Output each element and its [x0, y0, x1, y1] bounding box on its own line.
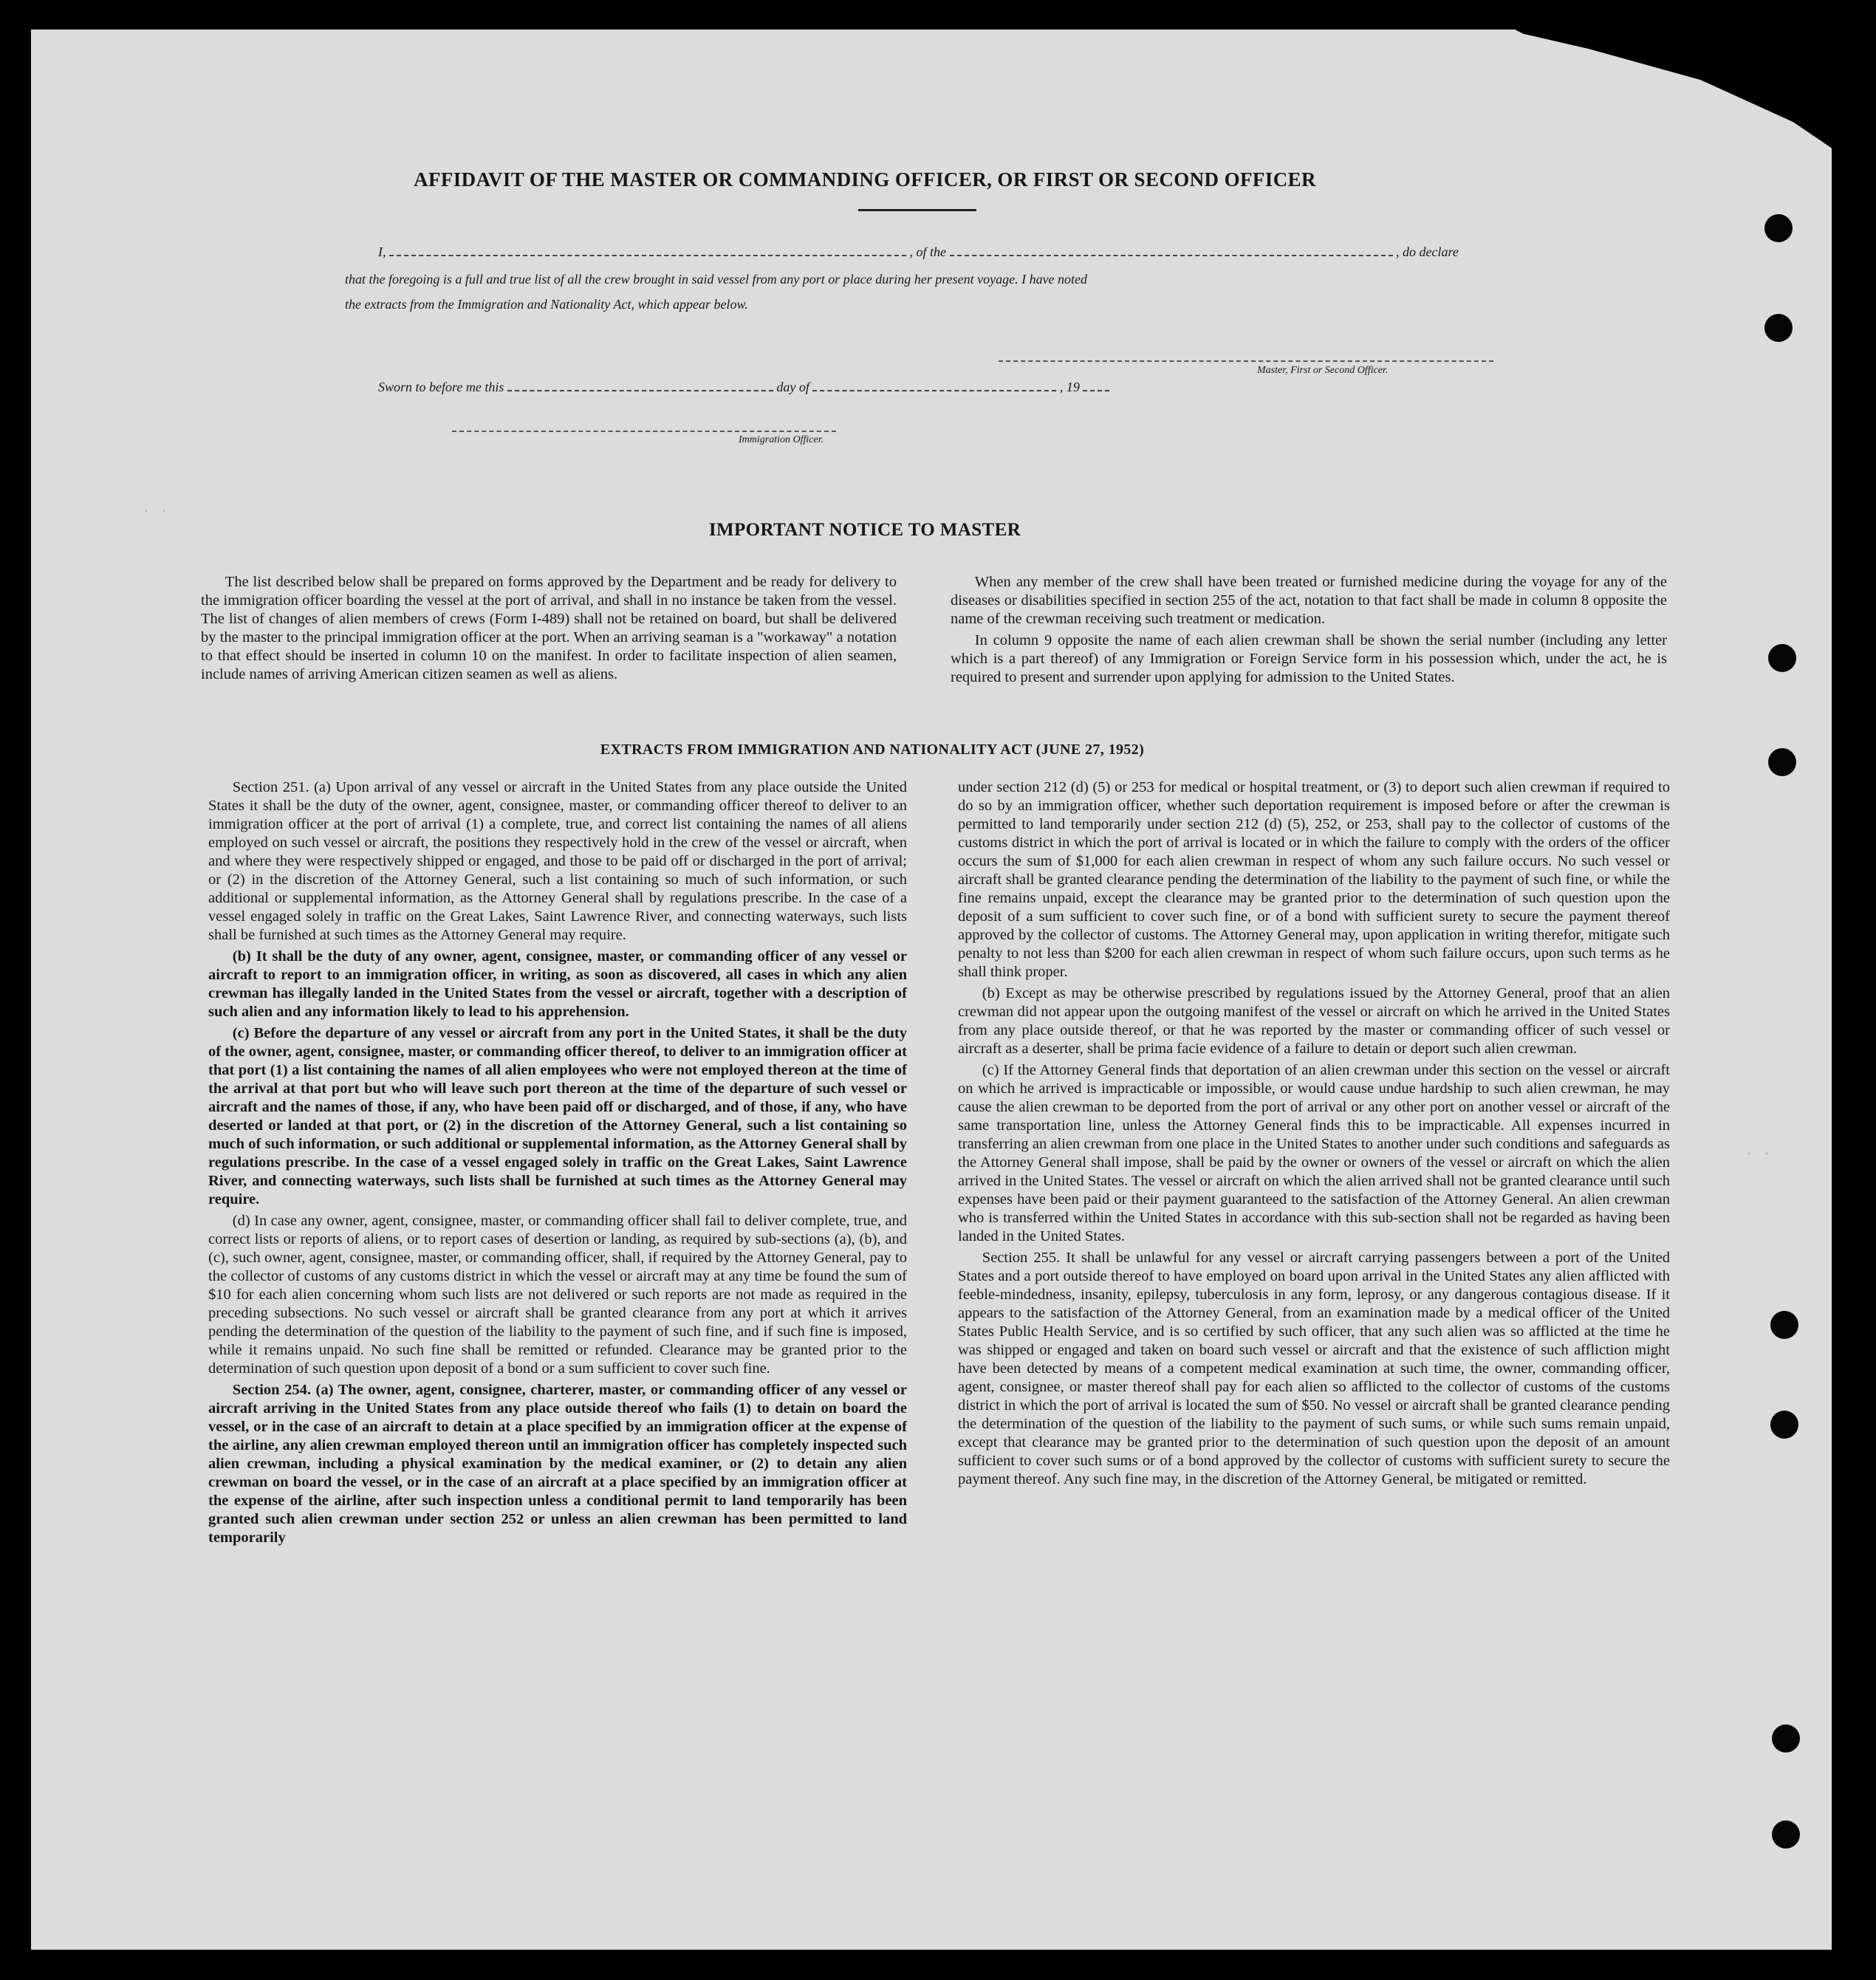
notice-left-column — [201, 573, 897, 687]
notice-title: IMPORTANT NOTICE TO MASTER — [708, 520, 1021, 540]
master-signature-line[interactable] — [999, 360, 1493, 362]
section-254-c: (c) If the Attorney General finds that deportation of an alien crewman under this section on the vessel or aircraft on which he arrived is impracticable or impossible, or would cause undue hardship to such alien crewman, he may cause the alien crewman to be deported from the port of arrival or any other port on another vessel or aircraft of the same transportation line, unless the Attorney General finds this to be impracticable. All expenses incurred in transferring an alien crewman from one place in the United States to another under such conditions and safeguards as the Attorney General shall impose, shall be paid by the owner or owners of the vessel or aircraft on which the alien arrived in the United States. The vessel or aircraft on which the alien arrived shall not be granted clearance until such expenses have been paid or their payment guaranteed to the satisfaction of the Attorney General. An alien crewman who is transferred within the United States in accordance with this sub-section shall not be regarded as having been landed in the United States. — [958, 1062, 1670, 1244]
notice-right-column — [951, 573, 1667, 690]
extracts-title: EXTRACTS FROM IMMIGRATION AND NATIONALITY ACT (JUNE 27, 1952) — [600, 741, 1145, 758]
notice-left-paragraph: The list described below shall be prepared on forms approved by the Department and be ready for delivery to the immigration officer boarding the vessel at the port of arrival, and shall in no instance be taken from the vessel. The list of changes of alien members of crews (Form I-489) shall not be retained on board, but shall be delivered by the master to the principal immigration officer at the port. When an arriving seaman is a "workaway" a notation to that effect should be inserted in column 10 on the manifest. In order to facilitate inspection of alien seamen, include names of arriving American citizen seamen as well as aliens. — [201, 574, 897, 682]
punch-hole — [1772, 1724, 1800, 1753]
section-254-b: (b) Except as may be otherwise prescribed by regulations issued by the Attorney General, proof that an alien crewman did not appear upon the outgoing manifest of the vessel or aircraft on which he arrived in the United States from any place outside thereof, or that he was reported by the master or commanding officer of such vessel or aircraft as a deserter, shall be prima facie evidence of a failure to detain or deport such alien crewman. — [958, 985, 1670, 1057]
declarant-prefix: I, — [378, 244, 386, 259]
vessel-name-field[interactable] — [950, 244, 1393, 256]
sworn-year-label: , 19 — [1059, 380, 1080, 394]
immigration-officer-signature-line[interactable] — [452, 431, 836, 432]
punch-hole — [1770, 1311, 1798, 1339]
bleed-through-mark: · · — [1745, 1145, 1772, 1162]
extracts-left-column — [208, 778, 907, 1550]
sworn-month-field[interactable] — [812, 380, 1056, 391]
punch-hole — [1772, 1820, 1800, 1849]
punch-hole — [1770, 1411, 1798, 1439]
section-255: Section 255. It shall be unlawful for any vessel or aircraft carrying passengers between a port of the United States and a port outside thereof to have employed on board upon arrival in the United States any alien afflicted with feeble-mindedness, insanity, epilepsy, tuberculosis in any form, leprosy, or any dangerous contagious disease. If it appears to the satisfaction of the Attorney General, from an examination made by a medical officer of the United States Public Health Service, and is so certified by such officer, that any such alien was so afflicted at the time he was shipped or engaged and taken on board such vessel or aircraft and that the existence of such affliction might have been detected by means of a competent medical examination at such time, the owner, commanding officer, agent, consignee, or master thereof shall pay for each alien so afflicted to the collector of customs of the customs district in which the port of arrival is located the sum of $50. No vessel or aircraft shall be granted clearance pending the determination of the question of the liability to the payment of such sums, or while such sums remain unpaid, except that clearance may be granted prior to the determination of such question upon the deposit of an amount sufficient to cover such sums or of a bond approved by the collector of customs with sufficient surety to secure the payment thereof. Any such fine may, in the discretion of the Attorney General, be mitigated or remitted. — [958, 1250, 1670, 1487]
declaration-line-2: that the foregoing is a full and true list of all the crew brought in said vessel from any port or place during her present voyage. I have noted — [345, 272, 1088, 287]
notice-right-paragraph-2: In column 9 opposite the name of each alien crewman shall be shown the serial number (including any letter which is a part thereof) of any Immigration or Foreign Service form in his possession which, under the act, he is required to present and surrender upon applying for admission to the United States. — [951, 632, 1667, 685]
sworn-date-field[interactable] — [507, 380, 773, 391]
sworn-year-field[interactable] — [1083, 380, 1109, 391]
section-254-a: Section 254. (a) The owner, agent, consignee, charterer, master, or commanding officer of any vessel or aircraft arriving in the United States from any place outside thereof who fails (1) to detain on board the vessel, or in the case of an aircraft to detain at a place specified by an immigration officer at the expense of the airline, any alien crewman employed thereon until an immigration officer has completely inspected such alien crewman, including a physical examination by the medical examiner, or (2) to detain any alien crewman on board the vessel, or in the case of an aircraft at a place specified by an immigration officer at the expense of the airline, after such inspection unless a conditional permit to land temporarily has been granted such alien crewman under section 252 or unless an alien crewman has been permitted to land temporarily — [208, 1382, 907, 1546]
sworn-prefix: Sworn to before me this — [378, 380, 504, 394]
bleed-through-mark: · · — [142, 502, 169, 520]
document-page — [31, 30, 1832, 1950]
extracts-right-column — [958, 778, 1670, 1492]
section-251-d: (d) In case any owner, agent, consignee, master, or commanding officer shall fail to deliver complete, true, and correct lists or reports of aliens, or to report cases of desertion or landing, as required by sub-sections (a), (b), and (c), such owner, agent, consignee, master, or commanding officer, shall, if required by the Attorney General, pay to the collector of customs of any customs district in which the vessel or aircraft may at any time be found the sum of $10 for each alien concerning whom such lists are not delivered or such reports are not made as required in the preceding subsections. No such vessel or aircraft shall be granted clearance from any port at which it arrives pending the determination of the question of the liability to the payment of such fine, and if such fine is imposed, while it remains unpaid. No such fine shall be remitted or refunded. Clearance may be granted prior to the determination of such question upon deposit of a bond or a sum sufficient to cover such fine. — [208, 1213, 907, 1377]
master-signature-caption: Master, First or Second Officer. — [1257, 365, 1389, 376]
section-251-b: (b) It shall be the duty of any owner, agent, consignee, master, or commanding officer of any vessel or aircraft to report to an immigration officer, in writing, as soon as discovered, all cases in which any alien crewman has illegally landed in the United States from the vessel or aircraft, together with a description of such alien and any information likely to lead to his apprehension. — [208, 948, 907, 1020]
immigration-officer-caption: Immigration Officer. — [739, 434, 824, 445]
notice-right-paragraph-1: When any member of the crew shall have been treated or furnished medicine during the voyage for any of the diseases or disabilities specified in section 255 of the act, notation to that fact shall be made in column 8 opposite the name of the crewman receiving such treatment or medication. — [951, 574, 1667, 627]
section-251-c: (c) Before the departure of any vessel or aircraft from any port in the United States, it shall be the duty of the owner, agent, consignee, master, or commanding officer thereof, to deliver to an immigration officer at that port (1) a list containing the names of all alien employees who were not employed thereon at the time of the arrival at that port but who will leave such port thereon at the time of the departure of such vessel or aircraft and the names of those, if any, who have been paid off or discharged, and of those, if any, who have deserted or landed at that port, or (2) in the discretion of the Attorney General, such a list containing so much of such information, or such additional or supplemental information, as the Attorney General shall by regulations prescribe. In the case of a vessel engaged solely in traffic on the Great Lakes, Saint Lawrence River, and connecting waterways, such lists shall be furnished at such times as the Attorney General may require. — [208, 1025, 907, 1207]
punch-hole — [1764, 314, 1793, 342]
sworn-line — [378, 380, 1109, 395]
punch-hole — [1764, 214, 1793, 242]
section-254-a-continued: under section 212 (d) (5) or 253 for medical or hospital treatment, or (3) to deport such alien crewman if required to do so by an immigration officer, whether such deportation requirement is imposed before or after the crewman is permitted to land temporarily under section 212 (d) (5), 252, or 253, shall pay to the collector of customs of the customs district in which the port of arrival is located or in which the failure to comply with the orders of the officer occurs the sum of $1,000 for each alien crewman in respect of whom any such failure occurs. No such vessel or aircraft shall be granted clearance pending the determination of the liability to the payment of such fine, or while the fine remains unpaid, except the clearance may be granted prior to the determination of such question upon the deposit of a sum sufficient to cover such fine, or of a bond with sufficient surety to secure the payment thereof approved by the collector of customs. The Attorney General may, upon application in writing therefor, mitigate such penalty to not less than $200 for each alien crewman in respect of whom such failure occurs, upon such terms as he shall think proper. — [958, 779, 1670, 980]
title-underline — [858, 209, 976, 211]
declare-suffix: , do declare — [1396, 244, 1459, 259]
declaration-line-3: the extracts from the Immigration and Nationality Act, which appear below. — [345, 297, 748, 312]
declaration-line-1 — [378, 244, 1459, 260]
punch-hole — [1768, 644, 1796, 672]
section-251-a: Section 251. (a) Upon arrival of any vessel or aircraft in the United States from any place outside the United States it shall be the duty of the owner, agent, consignee, master, or commanding officer thereof to deliver to an immigration officer at the port of arrival (1) a complete, true, and correct list containing the names of all aliens employed on such vessel or aircraft, the positions they respectively hold in the crew of the vessel or aircraft, when and where they were respectively shipped or engaged, and those to be paid off or discharged in the port of arrival; or (2) in the discretion of the Attorney General, such a list containing so much of such information, or such additional or supplemental information, as the Attorney General shall by regulations prescribe. In the case of a vessel engaged solely in traffic on the Great Lakes, Saint Lawrence River, and connecting waterways, such lists shall be furnished at such times as the Attorney General may require. — [208, 779, 907, 943]
vessel-prefix: , of the — [909, 244, 946, 259]
affidavit-title: AFFIDAVIT OF THE MASTER OR COMMANDING OFFICER, OR FIRST OR SECOND OFFICER — [414, 168, 1316, 191]
declarant-name-field[interactable] — [389, 244, 906, 256]
sworn-day-label: day of — [776, 380, 809, 394]
